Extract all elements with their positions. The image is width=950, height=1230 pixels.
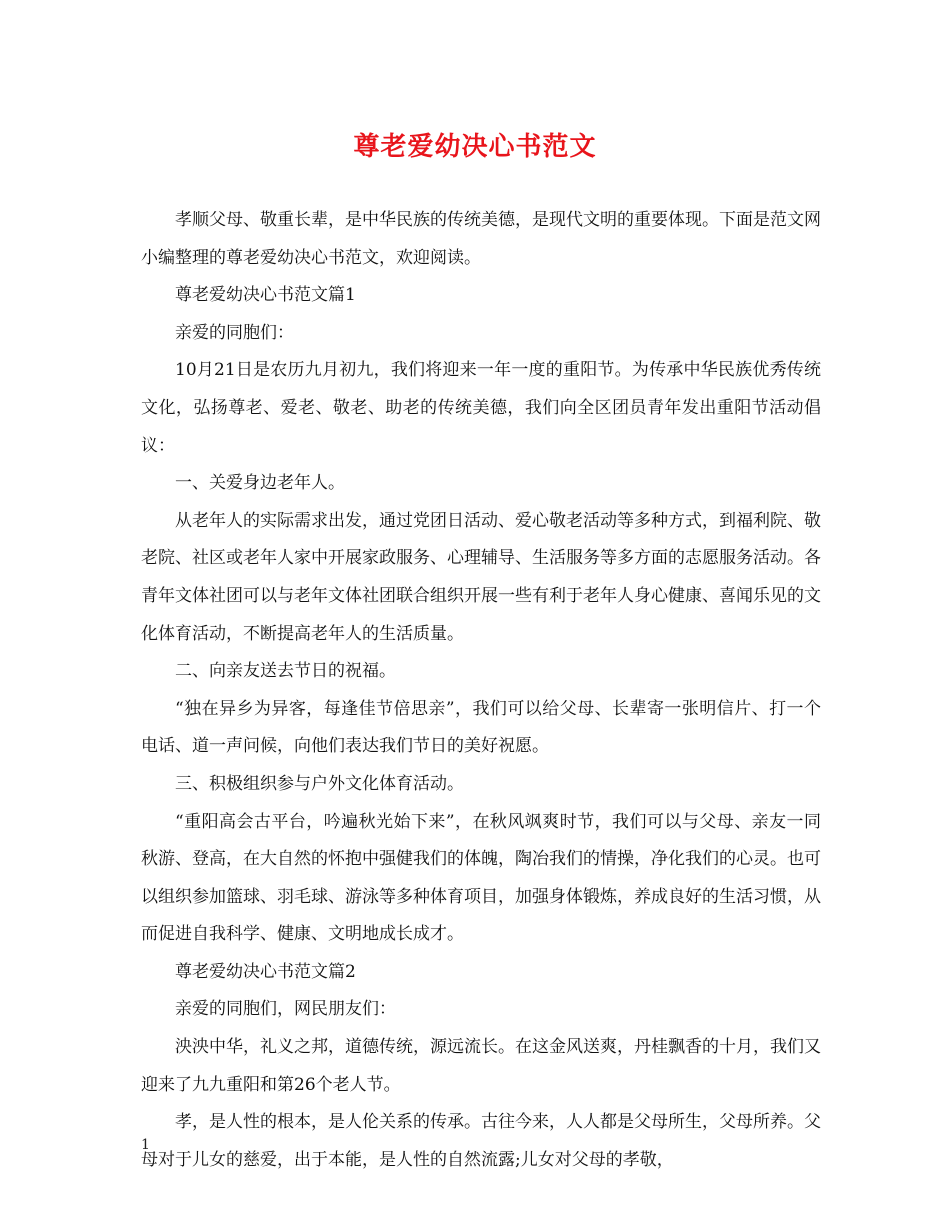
list-heading: 二、向亲友送去节日的祝福。 <box>175 661 396 682</box>
paragraph: 孝，是人性的根本，是人伦关系的传承。古往今来，人人都是父母所生，父母所养。父母对于儿女的慈爱，出于本能，是人性的自然流露;儿女对父母的孝敬， <box>141 1112 821 1170</box>
page-number: 1 <box>141 1137 150 1153</box>
salutation: 亲爱的同胞们，网民朋友们： <box>175 999 396 1020</box>
paragraph: 10月21日是农历九月初九，我们将迎来一年一度的重阳节。为传承中华民族优秀传统文化，弘扬尊老、爱老、敬老、助老的传统美德，我们向全区团员青年发出重阳节活动倡议： <box>141 360 821 456</box>
list-heading: 三、积极组织参与户外文化体育活动。 <box>175 773 464 794</box>
paragraph: 泱泱中华，礼义之邦，道德传统，源远流长。在这金风送爽，丹桂飘香的十月，我们又迎来了九九重阳和第26个老人节。 <box>141 1037 821 1095</box>
paragraph: 从老年人的实际需求出发，通过党团日活动、爱心敬老活动等多种方式，到福利院、敬老院、社区或老年人家中开展家政服务、心理辅导、生活服务等多方面的志愿服务活动。各青年文体社团可以与老年文体社团联合组织开展一些有利于老年人身心健康、喜闻乐见的文化体育活动，不断提高老年人的生活质量。 <box>141 510 821 644</box>
section-heading: 尊老爱幼决心书范文篇2 <box>175 961 356 982</box>
salutation: 亲爱的同胞们： <box>175 322 294 343</box>
section-heading: 尊老爱幼决心书范文篇1 <box>175 285 356 306</box>
document-title: 尊老爱幼决心书范文 <box>353 132 597 162</box>
document-body <box>141 202 821 1179</box>
paragraph-intro: 孝顺父母、敬重长辈，是中华民族的传统美德，是现代文明的重要体现。下面是范文网小编整理的尊老爱幼决心书范文，欢迎阅读。 <box>141 210 821 268</box>
list-heading: 一、关爱身边老年人。 <box>175 473 345 494</box>
paragraph: “独在异乡为异客，每逢佳节倍思亲”，我们可以给父母、长辈寄一张明信片、打一个电话、道一声问候，向他们表达我们节日的美好祝愿。 <box>141 698 821 757</box>
paragraph: “重阳高会古平台，吟遍秋光始下来”，在秋风飒爽时节，我们可以与父母、亲友一同秋游、登高，在大自然的怀抱中强健我们的体魄，陶冶我们的情操，净化我们的心灵。也可以组织参加篮球、羽毛球、游泳等多种体育项目，加强身体锻炼，养成良好的生活习惯，从而促进自我科学、健康、文明地成长成才。 <box>141 811 821 945</box>
